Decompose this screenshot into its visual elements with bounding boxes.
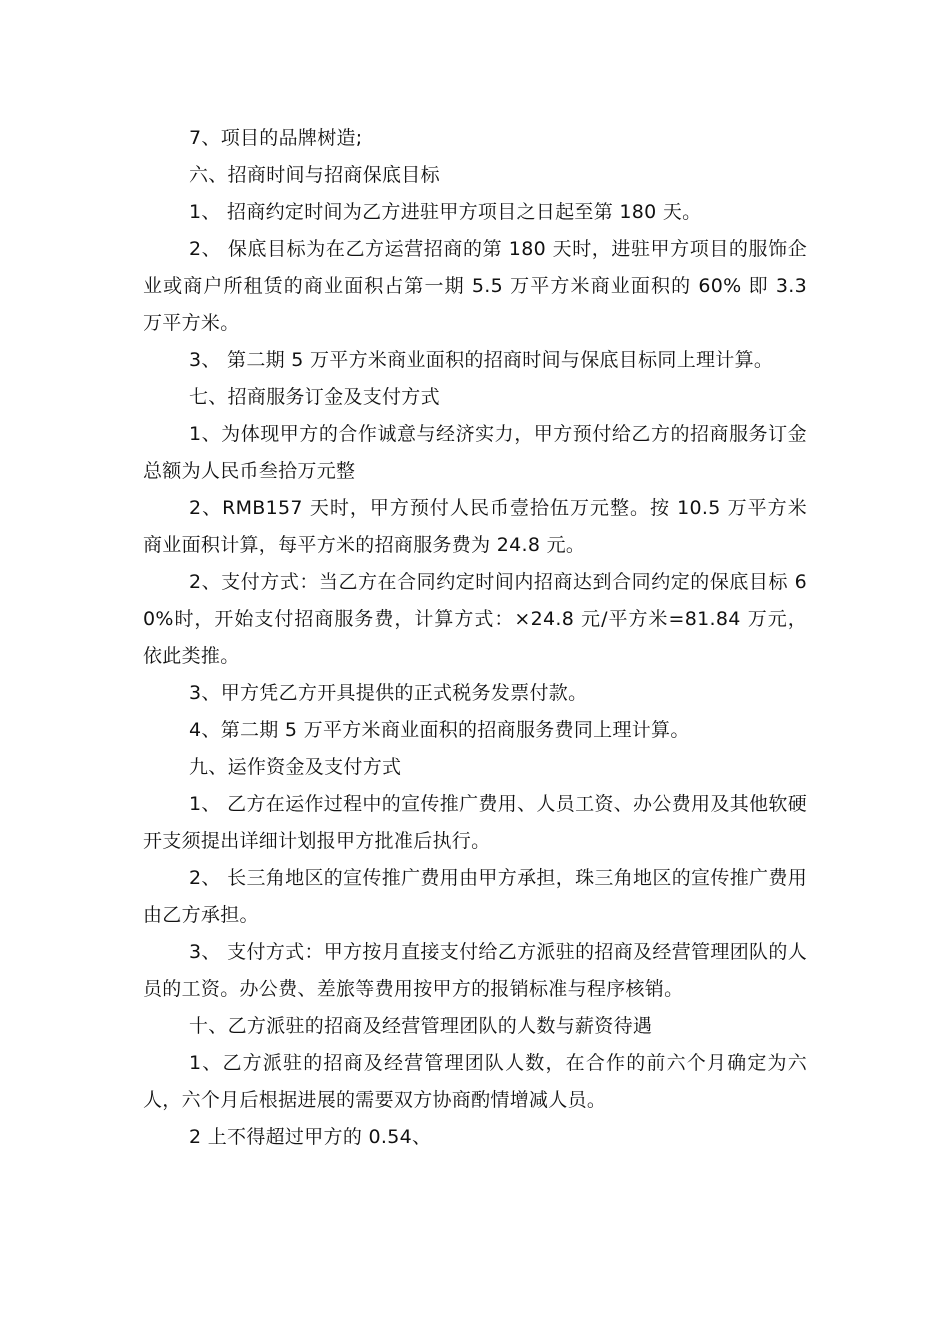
section-heading-9: 九、运作资金及支付方式: [189, 756, 402, 778]
document-body: [143, 120, 807, 1156]
paragraph-6-3: 3、 第二期 5 万平方米商业面积的招商时间与保底目标同上理计算。: [189, 349, 774, 371]
paragraph-9-2: 2、 长三角地区的宣传推广费用由甲方承担，珠三角地区的宣传推广费用由乙方承担。: [143, 867, 807, 926]
paragraph-6-1: 1、 招商约定时间为乙方进驻甲方项目之日起至第 180 天。: [189, 201, 702, 223]
paragraph-7-4: 4、第二期 5 万平方米商业面积的招商服务费同上理计算。: [189, 719, 690, 741]
paragraph-item-brand: 7、项目的品牌树造;: [189, 127, 363, 149]
paragraph-9-3: 3、 支付方式：甲方按月直接支付给乙方派驻的招商及经营管理团队的人员的工资。办公费、差旅等费用按甲方的报销标准与程序核销。: [143, 941, 807, 1000]
section-heading-7: 七、招商服务订金及支付方式: [189, 386, 440, 408]
paragraph-7-2b: 2、支付方式：当乙方在合同约定时间内招商达到合同约定的保底目标 60%时，开始支付招商服务费，计算方式：×24.8 元/平方米=81.84 万元，依此类推。: [143, 571, 807, 667]
paragraph-9-1: 1、 乙方在运作过程中的宣传推广费用、人员工资、办公费用及其他软硬开支须提出详细计划报甲方批准后执行。: [143, 793, 807, 852]
paragraph-7-2a: 2、RMB157 天时，甲方预付人民币壹拾伍万元整。按 10.5 万平方米商业面积计算，每平方米的招商服务费为 24.8 元。: [143, 497, 807, 556]
paragraph-7-1: 1、为体现甲方的合作诚意与经济实力，甲方预付给乙方的招商服务订金总额为人民币叁拾万元整: [143, 423, 807, 482]
paragraph-10-2: 2 上不得超过甲方的 0.54、: [189, 1126, 432, 1148]
section-heading-10: 十、乙方派驻的招商及经营管理团队的人数与薪资待遇: [189, 1015, 653, 1037]
paragraph-6-2: 2、 保底目标为在乙方运营招商的第 180 天时，进驻甲方项目的服饰企业或商户所租赁的商业面积占第一期 5.5 万平方米商业面积的 60% 即 3.3 万平方米。: [143, 238, 807, 334]
paragraph-10-1: 1、乙方派驻的招商及经营管理团队人数，在合作的前六个月确定为六人，六个月后根据进展的需要双方协商酌情增减人员。: [143, 1052, 807, 1111]
section-heading-6: 六、招商时间与招商保底目标: [189, 164, 440, 186]
paragraph-7-3: 3、甲方凭乙方开具提供的正式税务发票付款。: [189, 682, 588, 704]
